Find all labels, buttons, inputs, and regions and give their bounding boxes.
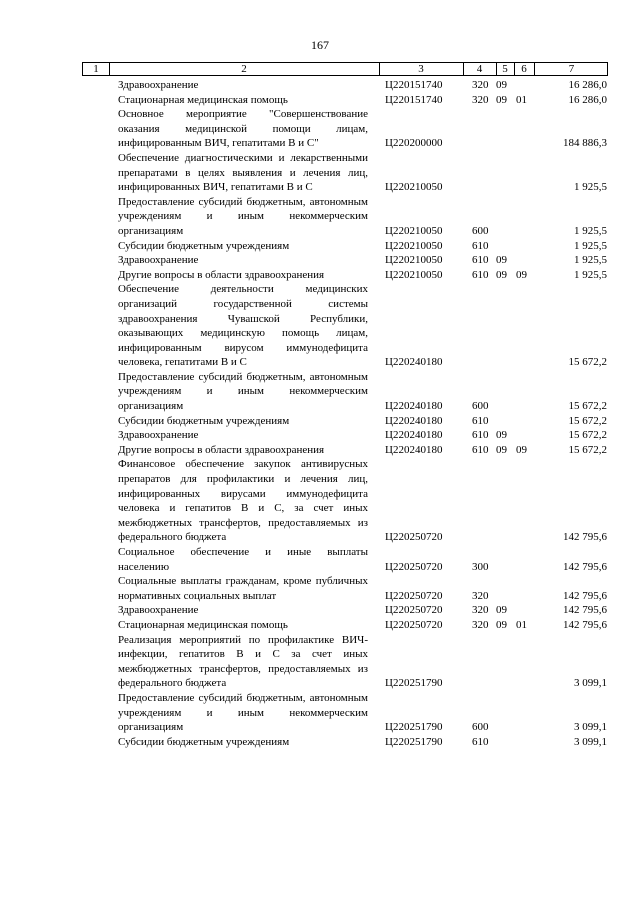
header-col-4: 4 [476, 63, 483, 75]
row-name: Здравоохранение [118, 604, 199, 617]
table-row [0, 195, 640, 239]
row-name: Обеспечение деятельности медицинских организаций государственной системы здравоохранения Чувашской Республики, оказывающих медицинскую помощь лицам, инфицированным вирусом иммунодефицита человека, гепатитами В и С [118, 283, 368, 369]
row-target-code: Ц220251790 [385, 721, 443, 734]
row-subsection: 09 [516, 268, 527, 281]
table-row [0, 282, 640, 370]
table-row [0, 414, 640, 429]
row-expense-type: 610 [472, 268, 489, 281]
row-amount: 15 672,2 [568, 443, 607, 456]
row-target-code: Ц220151740 [385, 79, 443, 91]
row-amount: 1 925,5 [574, 224, 607, 237]
row-name: Основное мероприятие "Совершенствование оказания медицинской помощи лицам, инфицированным ВИЧ, гепатитами В и С" [118, 108, 368, 150]
row-target-code: Ц220251790 [385, 735, 443, 748]
table-row [0, 268, 640, 283]
table-row [0, 457, 640, 545]
table-row [0, 574, 640, 603]
header-col-6: 6 [521, 63, 527, 75]
row-amount: 15 672,2 [568, 414, 607, 427]
row-expense-type: 610 [472, 254, 489, 267]
row-expense-type: 610 [472, 414, 489, 427]
table-row [0, 603, 640, 618]
row-section: 09 [496, 79, 507, 91]
row-section: 09 [496, 604, 507, 617]
row-name: Здравоохранение [118, 79, 199, 91]
row-amount: 142 795,6 [563, 618, 607, 631]
row-name: Субсидии бюджетным учреждениям [118, 735, 290, 748]
row-target-code: Ц220210050 [385, 239, 443, 252]
row-name: Обеспечение диагностическими и лекарственными препаратами в целях выявления и лечения лиц, инфицированных ВИЧ, гепатитами В и С [118, 151, 368, 194]
row-expense-type: 320 [472, 589, 489, 602]
table-row [0, 239, 640, 254]
table-row [0, 370, 640, 414]
row-amount: 16 286,0 [568, 79, 607, 91]
row-expense-type: 300 [472, 560, 489, 573]
row-amount: 3 099,1 [574, 721, 607, 734]
row-expense-type: 610 [472, 239, 489, 252]
row-amount: 1 925,5 [574, 254, 607, 267]
row-amount: 15 672,2 [568, 400, 607, 413]
row-target-code: Ц220240180 [385, 414, 443, 427]
row-expense-type: 320 [472, 618, 489, 631]
row-expense-type: 600 [472, 224, 489, 237]
row-expense-type: 600 [472, 721, 489, 734]
row-target-code: Ц220210050 [385, 268, 443, 281]
row-target-code: Ц220240180 [385, 443, 443, 456]
row-amount: 15 672,2 [568, 429, 607, 442]
row-name: Другие вопросы в области здравоохранения [118, 268, 325, 281]
row-name: Реализация мероприятий по профилактике ВИЧ-инфекции, гепатитов В и С за счет иных межбюджетных трансфертов, предоставляемых из федерального бюджета [118, 633, 368, 690]
page-number: 167 [311, 38, 329, 52]
table-body [0, 78, 640, 749]
table-row [0, 151, 640, 195]
table-row [0, 443, 640, 458]
header-col-1: 1 [93, 63, 99, 75]
row-name: Стационарная медицинская помощь [118, 618, 288, 631]
header-col-5: 5 [502, 63, 508, 75]
row-name: Здравоохранение [118, 429, 199, 442]
row-expense-type: 320 [472, 79, 489, 91]
row-amount: 3 099,1 [574, 677, 607, 690]
row-name: Стационарная медицинская помощь [118, 93, 288, 106]
row-target-code: Ц220210050 [385, 181, 443, 194]
row-section: 09 [496, 443, 507, 456]
table-row [0, 633, 640, 691]
row-name: Финансовое обеспечение закупок антивирусных препаратов для профилактики и лечения лиц, инфицированных вирусами иммунодефицита человека и гепатитов В и С, за счет иных межбюджетных трансфертов, предоставляемых из федерального бюджета [118, 458, 368, 544]
row-name: Предоставление субсидий бюджетным, автономным учреждениям и иным некоммерческим организациям [118, 370, 368, 413]
row-section: 09 [496, 429, 507, 442]
row-section: 09 [496, 93, 507, 106]
row-name: Субсидии бюджетным учреждениям [118, 239, 290, 252]
row-amount: 142 795,6 [563, 604, 607, 617]
row-section: 09 [496, 268, 507, 281]
row-amount: 1 925,5 [574, 181, 607, 194]
header-col-2: 2 [241, 63, 247, 75]
row-subsection: 09 [516, 443, 527, 456]
table-row [0, 93, 640, 108]
row-section: 09 [496, 618, 507, 631]
row-expense-type: 610 [472, 429, 489, 442]
row-name: Предоставление субсидий бюджетным, автономным учреждениям и иным некоммерческим организациям [118, 691, 368, 734]
row-target-code: Ц220250720 [385, 618, 443, 631]
header-col-7: 7 [568, 63, 575, 75]
table-row [0, 618, 640, 633]
table-row [0, 78, 640, 93]
row-expense-type: 610 [472, 443, 489, 456]
row-amount: 142 795,6 [563, 531, 607, 544]
row-amount: 15 672,2 [568, 356, 607, 369]
table-row [0, 691, 640, 735]
row-target-code: Ц220240180 [385, 400, 443, 413]
table-row [0, 107, 640, 151]
row-name: Здравоохранение [118, 254, 199, 267]
header-col-3: 3 [418, 63, 424, 75]
row-name: Субсидии бюджетным учреждениям [118, 414, 290, 427]
row-amount: 142 795,6 [563, 589, 607, 602]
row-target-code: Ц220200000 [385, 137, 443, 150]
row-name: Предоставление субсидий бюджетным, автономным учреждениям и иным некоммерческим организациям [118, 195, 368, 237]
row-name: Социальное обеспечение и иные выплаты населению [118, 546, 368, 573]
row-target-code: Ц220250720 [385, 604, 443, 617]
row-target-code: Ц220251790 [385, 677, 443, 690]
row-target-code: Ц220240180 [385, 429, 443, 442]
row-expense-type: 320 [472, 604, 489, 617]
table-row [0, 545, 640, 574]
row-subsection: 01 [516, 93, 527, 106]
row-amount: 16 286,0 [568, 93, 607, 106]
row-target-code: Ц220151740 [385, 93, 443, 106]
row-name: Социальные выплаты гражданам, кроме публичных нормативных социальных выплат [118, 575, 368, 602]
table-header [82, 62, 608, 76]
row-amount: 142 795,6 [563, 560, 607, 573]
row-target-code: Ц220250720 [385, 560, 443, 573]
row-name: Другие вопросы в области здравоохранения [118, 443, 325, 456]
row-expense-type: 610 [472, 735, 489, 748]
table-row [0, 253, 640, 268]
table-row [0, 735, 640, 750]
row-expense-type: 600 [472, 400, 489, 413]
table-row [0, 428, 640, 443]
row-amount: 184 886,3 [563, 137, 607, 150]
row-subsection: 01 [516, 618, 527, 631]
row-target-code: Ц220250720 [385, 589, 443, 602]
row-amount: 1 925,5 [574, 239, 607, 252]
row-target-code: Ц220210050 [385, 224, 443, 237]
row-target-code: Ц220210050 [385, 254, 443, 267]
row-section: 09 [496, 254, 507, 267]
row-expense-type: 320 [472, 93, 489, 106]
row-amount: 1 925,5 [574, 268, 607, 281]
row-target-code: Ц220240180 [385, 356, 443, 369]
row-amount: 3 099,1 [574, 735, 607, 748]
row-target-code: Ц220250720 [385, 531, 443, 544]
